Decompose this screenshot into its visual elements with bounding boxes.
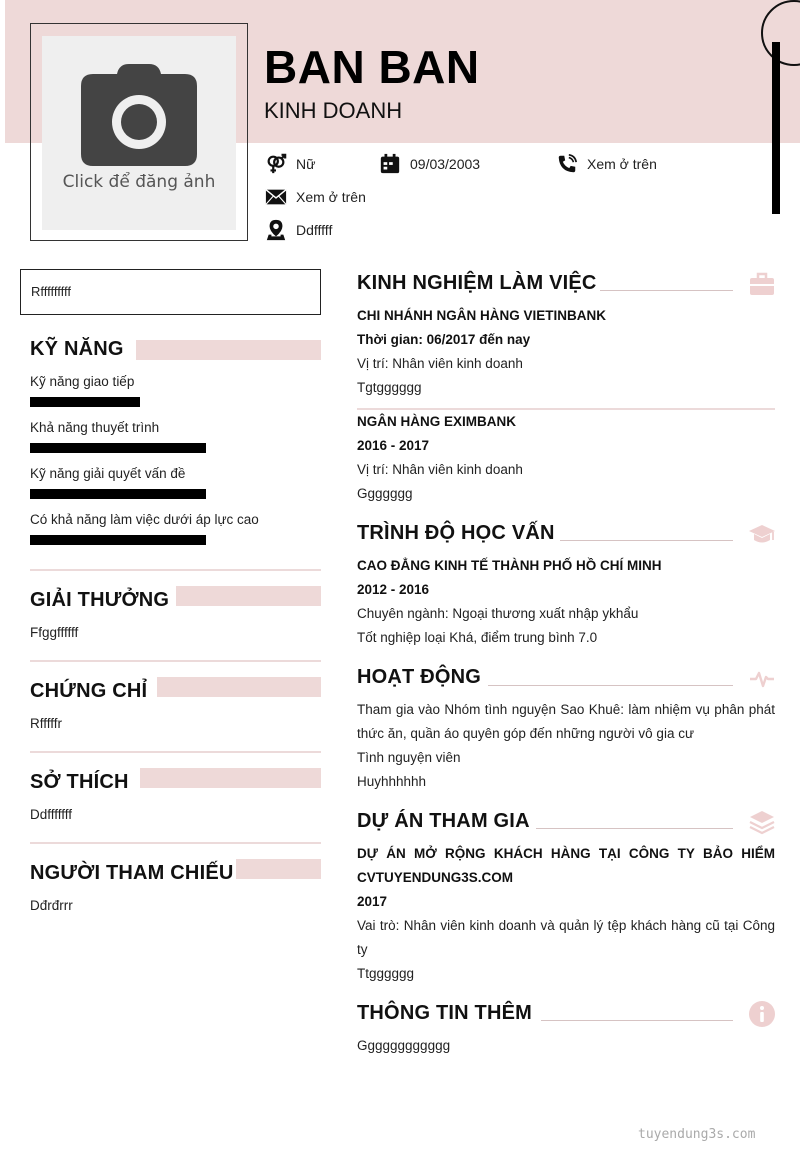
activities-title-line [488,685,733,686]
project-extra: Ttgggggg [357,966,415,981]
skill-level-bar [30,535,206,545]
references-content: Dđrđrrr [30,898,73,913]
project-name: DỰ ÁN MỞ RỘNG KHÁCH HÀNG TẠI CÔNG TY BẢO HIỂM CVTUYENDUNG3S.COM [357,846,775,885]
birthday-value: 09/03/2003 [410,156,481,172]
project-year: 2017 [357,894,388,909]
info-icon [748,1000,776,1028]
activities-title: HOẠT ĐỘNG [357,666,482,688]
experience-title-line [600,290,733,291]
additional-info-title: THÔNG TIN THÊM [357,1002,533,1024]
graduation-cap-icon [748,520,776,548]
certificates-title-bar [157,677,321,697]
hobbies-title: SỞ THÍCH [30,771,129,793]
work-description: Ggggggg [357,486,413,501]
education-major: Chuyên ngành: Ngoại thương xuất nhập ykhẩu [357,606,639,621]
work-period: Thời gian: 06/2017 đến nay [357,332,531,347]
phone-info [556,153,657,175]
awards-title: GIẢI THƯỞNG [30,589,170,611]
email-value: Xem ở trên [296,189,366,205]
school-name: CAO ĐẲNG KINH TẾ THÀNH PHỐ HỒ CHÍ MINH [357,558,662,573]
references-title: NGƯỜI THAM CHIẾU [30,862,234,884]
certificates-title: CHỨNG CHỈ [30,680,148,702]
activity-role: Tình nguyện viên [357,750,461,765]
location-pin-icon [265,219,287,241]
calendar-icon [379,153,401,175]
company-name: NGÂN HÀNG EXIMBANK [357,414,517,429]
hobbies-content: Ddfffffff [30,807,73,822]
gender-value: Nữ [296,156,316,172]
work-description: Tgtgggggg [357,380,422,395]
work-period: 2016 - 2017 [357,438,430,453]
education-grade: Tốt nghiệp loại Khá, điểm trung bình 7.0 [357,630,598,645]
birthday-info [379,153,480,175]
layers-icon [748,808,776,836]
decorative-bar [772,42,780,214]
skills-title-bar [136,340,321,360]
address-value: Ddfffff [296,222,333,238]
photo-upload[interactable] [42,36,236,230]
candidate-position: KINH DOANH [264,98,403,123]
briefcase-icon [748,270,776,298]
section-divider [30,569,321,571]
education-title-line [560,540,733,541]
education-title: TRÌNH ĐỘ HỌC VẤN [357,522,555,544]
projects-title-line [536,828,733,829]
email-info [265,186,366,208]
project-role: Vai trò: Nhân viên kinh doanh và quản lý tệp khách hàng cũ tại Công ty [357,918,775,957]
skill-level-bar [30,443,206,453]
education-period: 2012 - 2016 [357,582,430,597]
hobbies-title-bar [140,768,321,788]
summary-box: Rfffffffff [20,269,321,315]
section-divider [30,751,321,753]
additional-info-title-line [541,1020,733,1021]
skill-name: Kỹ năng giải quyết vấn đề [30,466,186,481]
gender-icon [265,153,287,175]
watermark: tuyendung3s.com [638,1127,756,1142]
envelope-icon [265,186,287,208]
activity-extra: Huyhhhhhh [357,774,427,789]
section-divider [30,660,321,662]
activity-description: Tham gia vào Nhóm tình nguyện Sao Khuê: làm nhiệm vụ phân phát thức ăn, quần áo quyên góp đến những người vô gia cư [357,702,775,741]
certificates-content: Rfffffr [30,716,63,731]
gender-info [265,153,315,175]
company-name: CHI NHÁNH NGÂN HÀNG VIETINBANK [357,308,606,323]
pulse-icon [748,665,776,693]
projects-title: DỰ ÁN THAM GIA [357,810,530,832]
references-title-bar [236,859,321,879]
skill-name: Khả năng thuyết trình [30,420,160,435]
skills-title: KỸ NĂNG [30,338,124,360]
phone-icon [556,153,578,175]
address-info [265,219,332,241]
awards-content: Ffggffffff [30,625,79,640]
work-role: Vị trí: Nhân viên kinh doanh [357,462,523,477]
experience-title: KINH NGHIỆM LÀM VIỆC [357,272,597,294]
skill-name: Kỹ năng giao tiếp [30,374,135,389]
phone-value: Xem ở trên [587,156,657,172]
awards-title-bar [176,586,321,606]
entry-divider [357,408,775,410]
skill-name: Có khả năng làm việc dưới áp lực cao [30,512,259,527]
candidate-name: BAN BAN [264,41,480,93]
skill-level-bar [30,397,140,407]
work-role: Vị trí: Nhân viên kinh doanh [357,356,523,371]
additional-info-content: Gggggggggggg [357,1038,451,1053]
photo-upload-label: Click để đăng ảnh [62,172,216,192]
skill-level-bar [30,489,206,499]
camera-icon [81,64,197,166]
section-divider [30,842,321,844]
